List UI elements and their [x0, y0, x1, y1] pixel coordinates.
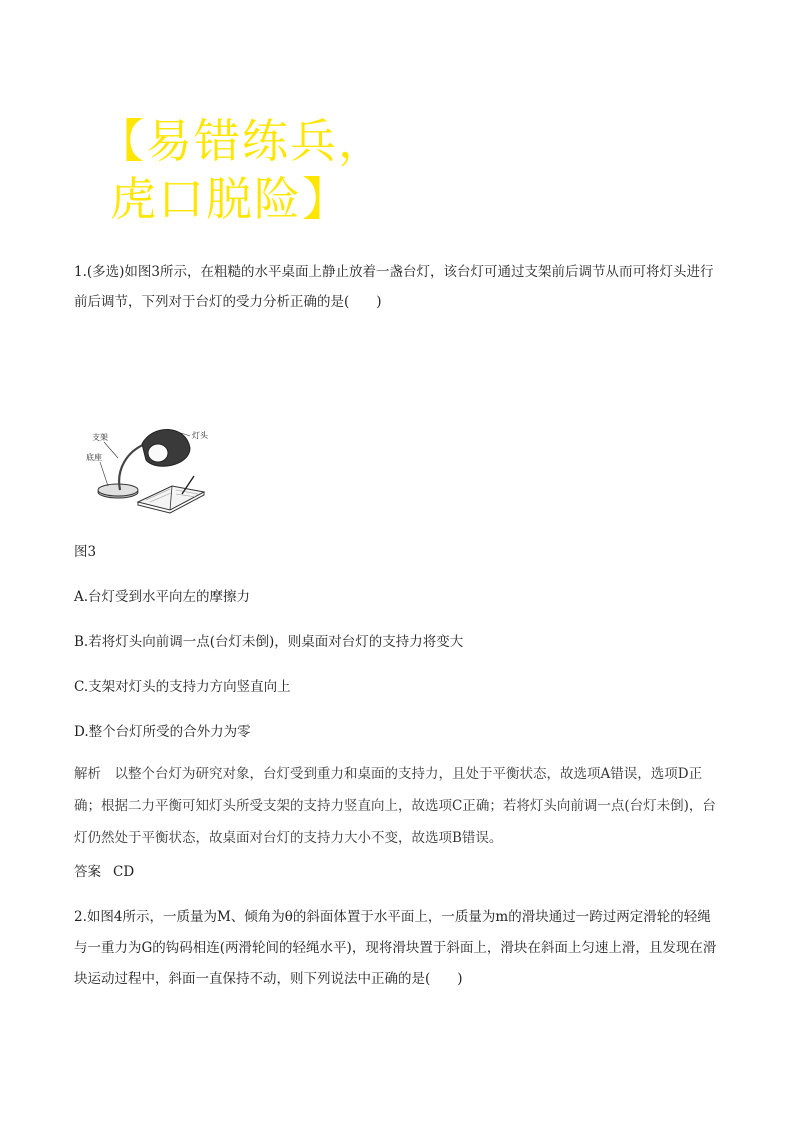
option-d: D.整个台灯所受的合外力为零	[74, 724, 251, 740]
book-illustration	[138, 476, 204, 513]
question-2-stem: 2.如图4所示，一质量为M、倾角为θ的斜面体置于水平面上，一质量为m的滑块通过一跨过两定滑轮的轻绳与一重力为G的钩码相连(两滑轮间的轻绳水平)，现将滑块置于斜面上，滑块在斜面上匀速上滑，且发现在滑块运动过程中，斜面一直保持不动，则下列说法中正确的是( )	[74, 909, 717, 987]
banner-title	[98, 112, 386, 228]
lamp-head	[142, 429, 190, 466]
question-1-stem: 1.(多选)如图3所示，在粗糙的水平桌面上静止放着一盏台灯，该台灯可通过支架前后调节从而可将灯头进行前后调节，下列对于台灯的受力分析正确的是( )	[74, 264, 714, 310]
answer-value: CD	[113, 864, 135, 880]
option-a: A.台灯受到水平向左的摩擦力	[74, 589, 251, 605]
label-base: 底座	[86, 453, 102, 462]
figure-caption: 图3	[74, 544, 97, 560]
answer-label: 答案	[74, 864, 101, 880]
option-b: B.若将灯头向前调一点(台灯未倒)，则桌面对台灯的支持力将变大	[74, 634, 464, 650]
label-support: 支架	[92, 433, 108, 442]
analysis-text: 解析 以整个台灯为研究对象，台灯受到重力和桌面的支持力，且处于平衡状态，故选项A错误，选项D正确；根据二力平衡可知灯头所受支架的支持力竖直向上，故选项C正确；若将灯头向前调一点(台灯未倒)，台灯仍然处于平衡状态，故桌面对台灯的支持力大小不变，故选项B错误。	[74, 766, 716, 846]
desk-lamp-figure	[86, 420, 236, 520]
answer-line	[74, 860, 134, 880]
option-c: C.支架对灯头的支持力方向竖直向上	[74, 679, 291, 695]
banner-line-2: 虎口脱险】	[110, 172, 350, 226]
banner-line-1: 【易错练兵，	[98, 114, 386, 168]
label-head: 灯头	[192, 431, 208, 440]
